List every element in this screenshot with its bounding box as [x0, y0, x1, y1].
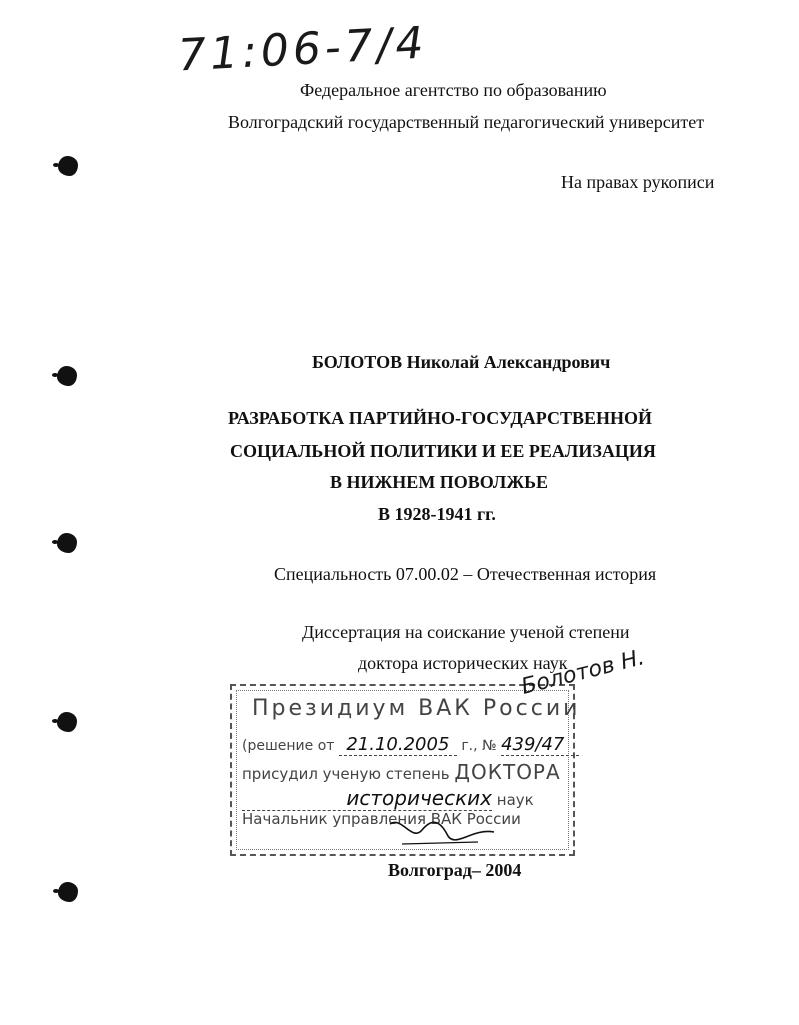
- degree-line-2: доктора исторических наук: [358, 653, 568, 673]
- punch-hole-5: [58, 882, 78, 902]
- punch-hole-4: [57, 712, 77, 732]
- agency-line: Федеральное агентство по образованию: [300, 80, 607, 100]
- stamp-awarded-degree: ДОКТОРА: [454, 760, 561, 784]
- stamp-signature-mark: [382, 814, 502, 854]
- manuscript-rights: На правах рукописи: [561, 172, 715, 192]
- signature-underline: [402, 842, 478, 844]
- thesis-title-line-4: В 1928-1941 гг.: [378, 504, 496, 524]
- stamp-field-suffix: наук: [496, 791, 534, 809]
- stamp-decision-prefix: (решение от: [242, 738, 335, 754]
- stamp-head-title: Начальник управления ВАК России: [242, 810, 521, 828]
- handwritten-signature: Болотов Н.: [518, 645, 648, 700]
- city-year: Волгоград– 2004: [388, 860, 522, 880]
- signature-stroke: [390, 822, 494, 840]
- stamp-field-line: [242, 786, 534, 811]
- stamp-decision-line: [242, 734, 579, 756]
- thesis-title-line-1: РАЗРАБОТКА ПАРТИЙНО-ГОСУДАРСТВЕННОЙ: [228, 408, 652, 428]
- thesis-title-line-3: В НИЖНЕМ ПОВОЛЖЬЕ: [330, 472, 549, 492]
- punch-hole-1: [58, 156, 78, 176]
- university-line: Волгоградский государственный педагогический университет: [228, 112, 705, 132]
- stamp-decision-date: 21.10.2005: [339, 734, 457, 756]
- stamp-awarded-line: [242, 760, 561, 784]
- punch-hole-3: [57, 533, 77, 553]
- stamp-field-handwritten: исторических: [242, 786, 492, 811]
- stamp-number-prefix: г., №: [461, 738, 497, 754]
- degree-line-1: Диссертация на соискание ученой степени: [302, 622, 630, 642]
- stamp-awarded-prefix: присудил ученую степень: [242, 765, 450, 783]
- archive-number: 71:06-7/4: [176, 17, 429, 82]
- stamp-heading: Президиум ВАК России: [252, 696, 581, 721]
- vak-stamp: [230, 684, 581, 856]
- thesis-title-line-2: СОЦИАЛЬНОЙ ПОЛИТИКИ И ЕЕ РЕАЛИЗАЦИЯ: [230, 441, 656, 461]
- specialty: Специальность 07.00.02 – Отечественная история: [274, 564, 657, 584]
- stamp-decision-number: 439/47: [501, 734, 579, 756]
- punch-hole-2: [57, 366, 77, 386]
- author-name: БОЛОТОВ Николай Александрович: [312, 352, 611, 372]
